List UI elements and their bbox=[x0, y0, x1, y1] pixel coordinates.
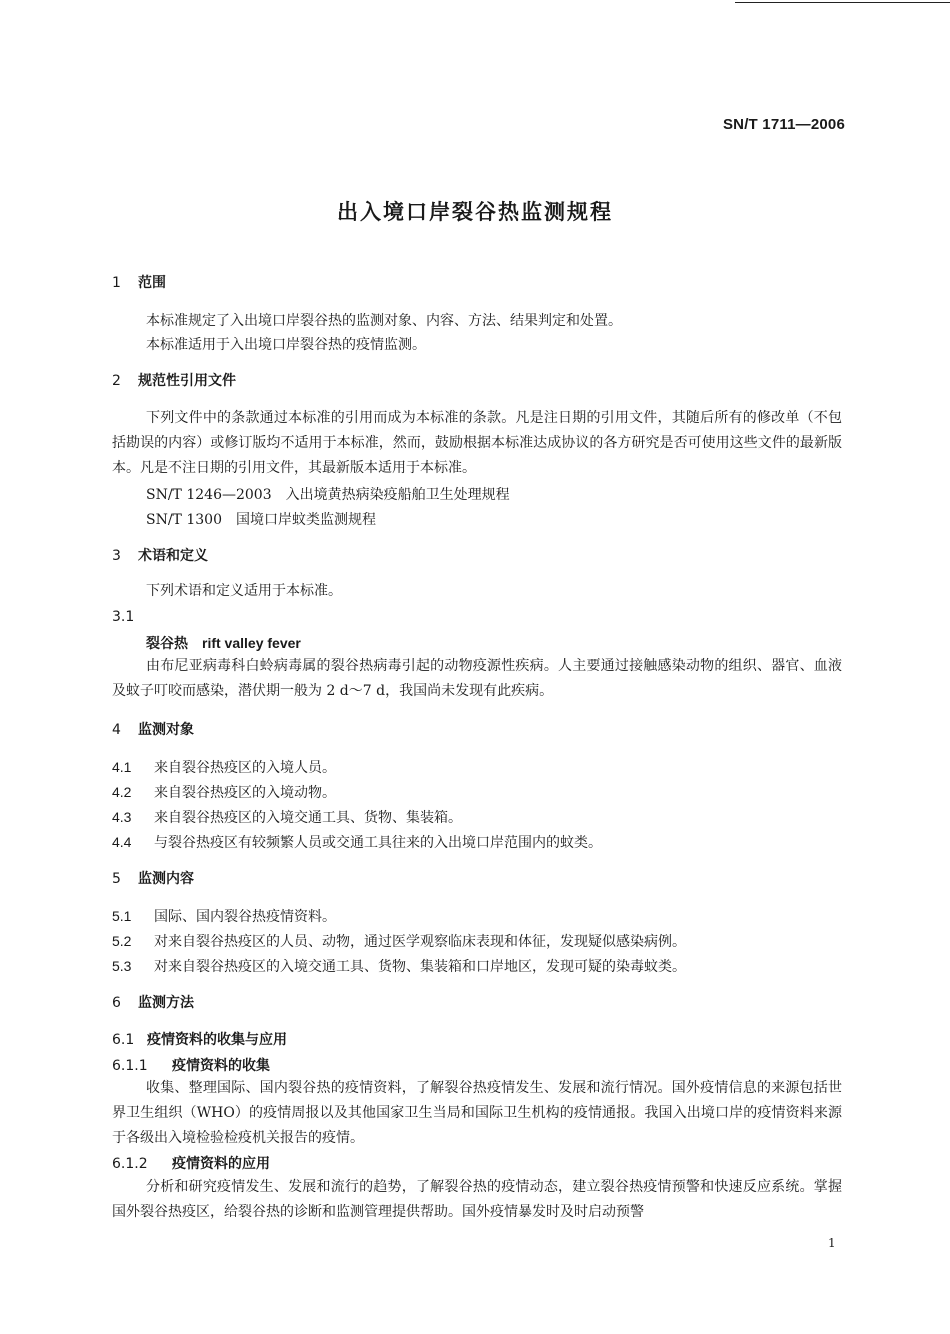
list-item bbox=[112, 757, 336, 778]
subsection-6-1-2-heading bbox=[112, 1154, 270, 1174]
list-item bbox=[112, 782, 336, 803]
section-4-heading bbox=[112, 720, 194, 740]
section-title: 疫情资料的应用 bbox=[172, 1156, 270, 1172]
section-title: 术语和定义 bbox=[138, 548, 208, 564]
section-number: 1 bbox=[112, 275, 121, 291]
section-5-heading bbox=[112, 869, 194, 889]
item-text: 对来自裂谷热疫区的人员、动物，通过医学观察临床表现和体征，发现疑似感染病例。 bbox=[154, 934, 686, 950]
item-text: 对来自裂谷热疫区的入境交通工具、货物、集装箱和口岸地区，发现可疑的染毒蚊类。 bbox=[154, 959, 686, 975]
section-number: 6 bbox=[112, 995, 121, 1011]
item-number: 5.2 bbox=[112, 933, 132, 949]
top-rule bbox=[735, 2, 950, 3]
term-english: rift valley fever bbox=[202, 635, 301, 651]
term-entry bbox=[146, 633, 301, 654]
list-item bbox=[112, 956, 686, 977]
list-item bbox=[112, 931, 686, 952]
list-item bbox=[112, 832, 602, 853]
item-number: 4.3 bbox=[112, 809, 132, 825]
item-number: 4.2 bbox=[112, 784, 132, 800]
page-number: 1 bbox=[828, 1236, 836, 1250]
section-number: 3.1 bbox=[112, 609, 135, 625]
section-6-heading bbox=[112, 993, 194, 1013]
reference-2: SN/T 1300 国境口岸蚊类监测规程 bbox=[146, 512, 376, 528]
standard-number: SN/T 1711—2006 bbox=[722, 116, 845, 133]
list-item bbox=[112, 906, 336, 927]
section-number: 6.1.2 bbox=[112, 1156, 148, 1172]
item-text: 来自裂谷热疫区的入境人员。 bbox=[154, 760, 336, 776]
section-1-paragraph-1: 本标准规定了入出境口岸裂谷热的监测对象、内容、方法、结果判定和处置。 bbox=[146, 313, 622, 329]
section-2-paragraph: 下列文件中的条款通过本标准的引用而成为本标准的条款。凡是注日期的引用文件，其随后所有的修改单（不包括勘误的内容）或修订版均不适用于本标准，然而，鼓励根据本标准达成协议的各方研究是否可使用这些文件的最新版本。凡是不注日期的引用文件，其最新版本适用于本标准。 bbox=[112, 410, 842, 476]
section-number: 6.1.1 bbox=[112, 1058, 148, 1074]
section-1-heading bbox=[112, 273, 166, 293]
section-number: 5 bbox=[112, 871, 121, 887]
section-title: 监测方法 bbox=[138, 995, 194, 1011]
subsection-6-1-heading bbox=[112, 1030, 287, 1050]
subsection-6-1-2-paragraph: 分析和研究疫情发生、发展和流行的趋势，了解裂谷热的疫情动态，建立裂谷热疫情预警和快速反应系统。掌握国外裂谷热疫区，给裂谷热的诊断和监测管理提供帮助。国外疫情暴发时及时启动预警 bbox=[112, 1179, 842, 1220]
item-number: 5.3 bbox=[112, 958, 132, 974]
section-title: 规范性引用文件 bbox=[138, 373, 236, 389]
section-1-paragraph-2: 本标准适用于入出境口岸裂谷热的疫情监测。 bbox=[146, 337, 426, 353]
item-text: 来自裂谷热疫区的入境动物。 bbox=[154, 785, 336, 801]
section-title: 疫情资料的收集 bbox=[172, 1058, 270, 1074]
term-chinese: 裂谷热 bbox=[146, 636, 188, 652]
section-3-heading bbox=[112, 546, 208, 566]
section-number: 4 bbox=[112, 722, 121, 738]
subsection-6-1-1-paragraph: 收集、整理国际、国内裂谷热的疫情资料，了解裂谷热疫情发生、发展和流行情况。国外疫情信息的来源包括世界卫生组织（WHO）的疫情周报以及其他国家卫生当局和国际卫生机构的疫情通报。我国入出境口岸的疫情资料来源于各级出入境检验检疫机关报告的疫情。 bbox=[112, 1080, 842, 1146]
section-title: 监测内容 bbox=[138, 871, 194, 887]
item-number: 4.4 bbox=[112, 834, 132, 850]
section-number: 6.1 bbox=[112, 1032, 135, 1048]
item-text: 国际、国内裂谷热疫情资料。 bbox=[154, 909, 336, 925]
section-title: 疫情资料的收集与应用 bbox=[147, 1032, 287, 1048]
section-title: 监测对象 bbox=[138, 722, 194, 738]
item-text: 与裂谷热疫区有较频繁人员或交通工具往来的入出境口岸范围内的蚊类。 bbox=[154, 835, 602, 851]
reference-1: SN/T 1246—2003 入出境黄热病染疫船舶卫生处理规程 bbox=[146, 487, 510, 503]
item-text: 来自裂谷热疫区的入境交通工具、货物、集装箱。 bbox=[154, 810, 462, 826]
subsection-3-1-number bbox=[112, 607, 134, 627]
document-title: 出入境口岸裂谷热监测规程 bbox=[337, 200, 613, 224]
item-number: 4.1 bbox=[112, 759, 132, 775]
section-3-paragraph: 下列术语和定义适用于本标准。 bbox=[146, 583, 342, 599]
section-number: 3 bbox=[112, 548, 121, 564]
list-item bbox=[112, 807, 462, 828]
item-number: 5.1 bbox=[112, 908, 132, 924]
subsection-6-1-1-heading bbox=[112, 1056, 270, 1076]
term-definition: 由布尼亚病毒科白蛉病毒属的裂谷热病毒引起的动物疫源性疾病。人主要通过接触感染动物的组织、器官、血液及蚊子叮咬而感染，潜伏期一般为 2 d～7 d，我国尚未发现有此疾病。 bbox=[112, 658, 842, 699]
section-number: 2 bbox=[112, 373, 121, 389]
section-title: 范围 bbox=[138, 275, 166, 291]
section-2-heading bbox=[112, 371, 236, 391]
